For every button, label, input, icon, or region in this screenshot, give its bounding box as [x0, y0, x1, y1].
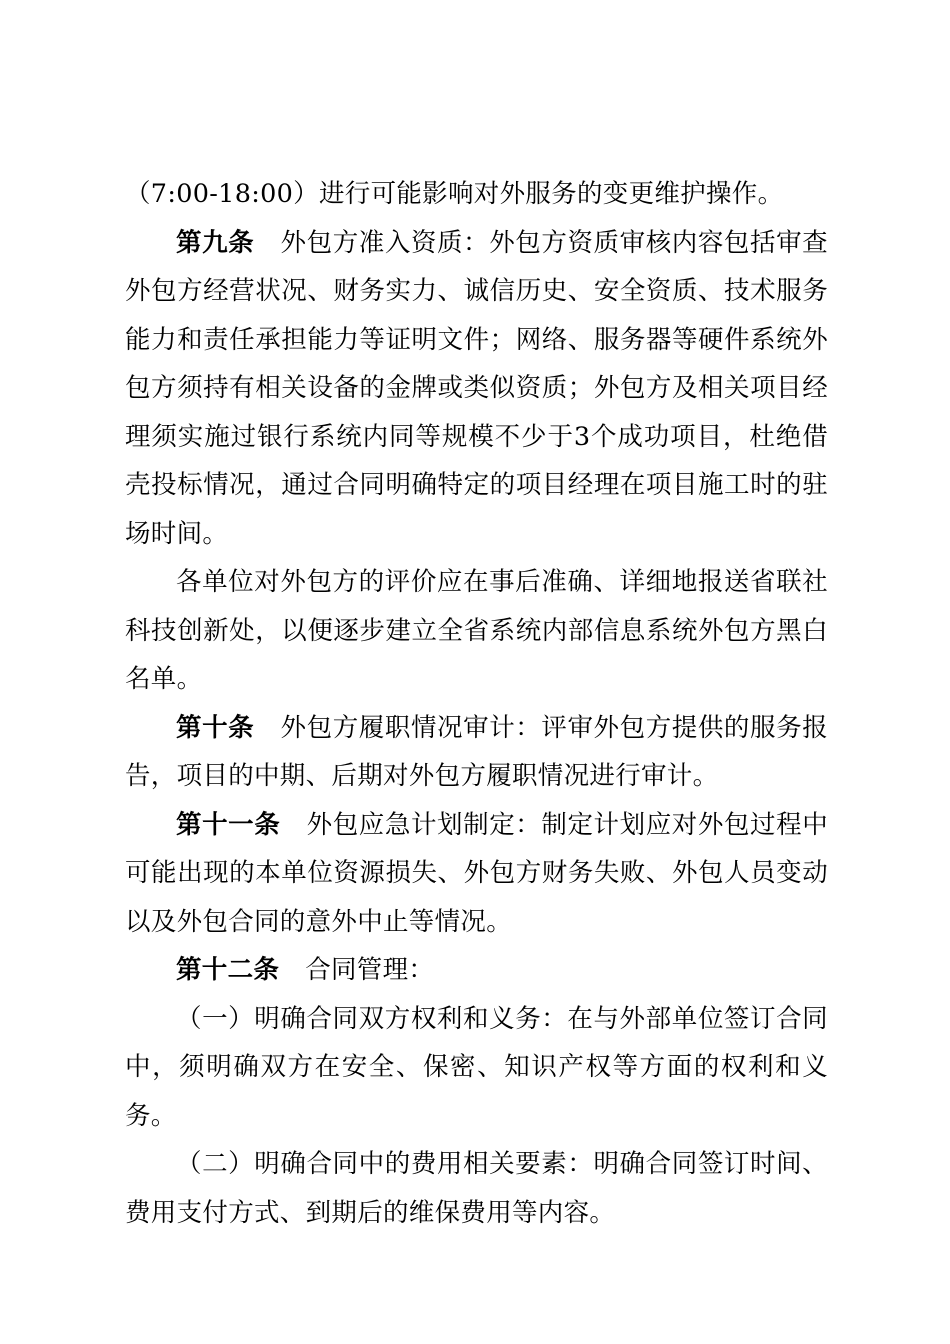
article-title: 第十一条 — [176, 809, 281, 840]
article-title: 第十二条 — [176, 955, 280, 985]
paragraph-text: 外包方履职情况审计：评审外包方提供的服务报告，项目的中期、后期对外包方履职情况进行审计。 — [125, 712, 828, 791]
paragraph-continuation — [125, 170, 828, 219]
article-10-paragraph — [125, 704, 828, 801]
paragraph-text: 合同管理： — [305, 955, 435, 985]
article-title: 第十条 — [176, 712, 255, 743]
clause-1-paragraph — [125, 995, 828, 1141]
clause-2-paragraph — [125, 1140, 828, 1237]
article-9-paragraph — [125, 219, 828, 559]
paragraph-text: （二）明确合同中的费用相关要素：明确合同签订时间、费用支付方式、到期后的维保费用等内容。 — [125, 1149, 828, 1228]
article-11-paragraph — [125, 801, 828, 947]
paragraph-text: （7:00-18:00）进行可能影响对外服务的变更维护操作。 — [125, 179, 784, 209]
paragraph-text: 外包应急计划制定：制定计划应对外包过程中可能出现的本单位资源损失、外包方财务失败、外包人员变动以及外包合同的意外中止等情况。 — [125, 809, 828, 937]
paragraph-text: （一）明确合同双方权利和义务：在与外部单位签订合同中，须明确双方在安全、保密、知识产权等方面的权利和义务。 — [125, 1003, 828, 1131]
article-title: 第九条 — [176, 227, 255, 258]
paragraph-text: 各单位对外包方的评价应在事后准确、详细地报送省联社科技创新处，以便逐步建立全省系统内部信息系统外包方黑白名单。 — [125, 567, 828, 694]
paragraph-text: 外包方准入资质：外包方资质审核内容包括审查外包方经营状况、财务实力、诚信历史、安全资质、技术服务能力和责任承担能力等证明文件；网络、服务器等硬件系统外包方须持有相关设备的金牌或类似资质；外包方及相关项目经理须实施过银行系统内同等规模不少于3个成功项目，杜绝借壳投标情况，通过合同明确特定的项目经理在项目施工时的驻场时间。 — [125, 227, 828, 549]
document-body — [125, 170, 828, 1237]
evaluation-paragraph — [125, 558, 828, 704]
article-12-paragraph — [125, 946, 828, 995]
